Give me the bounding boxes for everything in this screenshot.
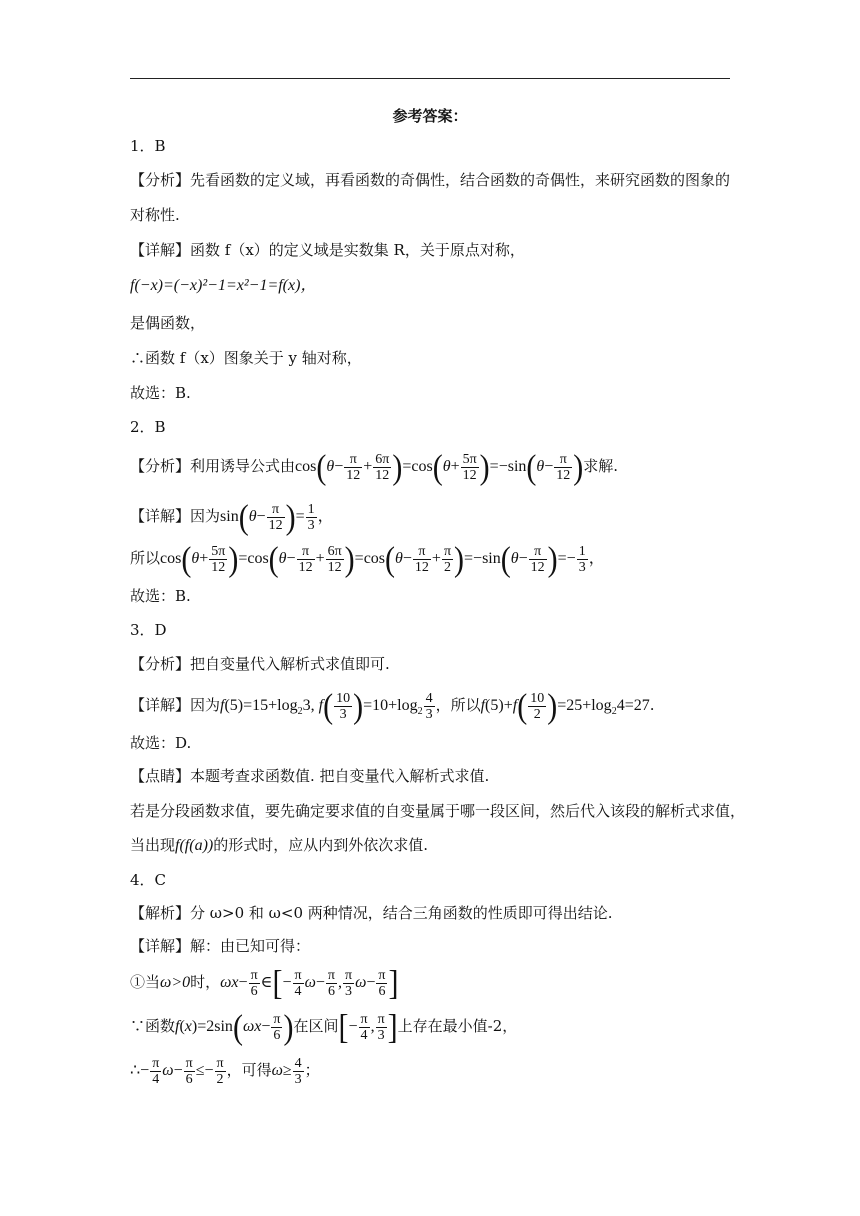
q4-case1-formula: ωx− $\frac{\pi}{6}$ ∈[− $\frac{\pi}{4}$ ω− $\frac{\pi}{6}$ , $\frac{\pi}{3}$ ω− $\frac{\pi}{6}$ ] bbox=[220, 963, 399, 1002]
q4-detail: 【详解】解：由已知可得： bbox=[130, 937, 311, 955]
page-title: 参考答案： bbox=[392, 107, 468, 125]
q2-analysis-formula: cos(θ− $\frac{\pi}{12}$ + $\frac{6\pi}{12}$ )=cos(θ+ $\frac{5\pi}{12}$ )=−sin(θ− $\frac{\pi}{12}$ ) bbox=[295, 447, 584, 486]
q2-analysis: 【分析】利用诱导公式由cos(θ− $\frac{\pi}{12}$ + $\frac{6\pi}{12}$ )=cos(θ+ $\frac{5\pi}{12}$ )=−sin(θ− $\frac{\pi}{12}$ )求解. bbox=[130, 447, 619, 486]
q1-choice: 故选：B. bbox=[130, 384, 191, 402]
q1-formula: f(−x)=(−x)²−1=x²−1=f(x)， bbox=[130, 277, 317, 294]
q1-analysis-cont: 对称性. bbox=[130, 206, 180, 224]
q3-comment-3: 当出现f(f(a))的形式时，应从内到外依次求值. bbox=[130, 836, 428, 854]
q2-choice: 故选：B. bbox=[130, 587, 191, 605]
q4-hence-formula: ∴− $\frac{\pi}{4}$ ω− $\frac{\pi}{6}$ ≤− $\frac{\pi}{2}$ bbox=[130, 1056, 224, 1087]
q1-number: 1．B bbox=[130, 137, 166, 155]
q3-comment: 【点睛】本题考查求函数值. 把自变量代入解析式求值. bbox=[130, 767, 490, 785]
q2-so-formula: cos(θ+ $\frac{5\pi}{12}$ )=cos(θ− $\frac{\pi}{12}$ + $\frac{6\pi}{12}$ )=cos(θ− $\frac{\pi}{12}$ + $\frac{\pi}{2}$ )=−sin(θ− $\frac{\pi}{12}$ )=− $\frac{1}{3}$ ， bbox=[160, 539, 605, 578]
header-rule bbox=[130, 78, 730, 79]
q3-choice: 故选：D. bbox=[130, 734, 192, 752]
q1-detail: 【详解】函数 f（x）的定义域是实数集 R，关于原点对称， bbox=[130, 241, 525, 259]
q1-even: 是偶函数， bbox=[130, 314, 206, 332]
q1-therefore: ∴函数 f（x）图象关于 y 轴对称， bbox=[130, 349, 362, 367]
q4-hence: ∴− $\frac{\pi}{4}$ ω− $\frac{\pi}{6}$ ≤− $\frac{\pi}{2}$ ，可得ω≥ $\frac{4}{3}$ ； bbox=[130, 1056, 320, 1087]
q2-detail: 【详解】因为sin(θ− $\frac{\pi}{12}$ )= $\frac{1}{3}$ ， bbox=[130, 497, 334, 536]
q4-because: ∵函数f(x)=2sin(ωx− $\frac{\pi}{6}$ )在区间[− $\frac{\pi}{4}$ , $\frac{\pi}{3}$ ]上存在最小值-2， bbox=[130, 1007, 518, 1046]
q3-comment-2: 若是分段函数求值，要先确定要求值的自变量属于哪一段区间，然后代入该段的解析式求值， bbox=[130, 802, 746, 820]
q3-number: 3．D bbox=[130, 621, 167, 639]
q4-result-formula: ω≥ $\frac{4}{3}$ bbox=[271, 1056, 302, 1087]
q1-analysis: 【分析】先看函数的定义域，再看函数的奇偶性，结合函数的奇偶性，来研究函数的图象的 bbox=[130, 171, 731, 189]
q3-detail: 【详解】因为$f(5)=15+\log_23$, f( $\frac{10}{3}$ )$=10+\log_2$ $\frac{4}{3}$ ，所以f(5)+f( $\frac{10}{2}$ )$=25+\log_24=27$. bbox=[130, 686, 655, 725]
q4-case1: ①当ω>0时，ωx− $\frac{\pi}{6}$ ∈[− $\frac{\pi}{4}$ ω− $\frac{\pi}{6}$ , $\frac{\pi}{3}$ ω− $\frac{\pi}{6}$ ] bbox=[130, 963, 399, 1002]
q3-analysis: 【分析】把自变量代入解析式求值即可. bbox=[130, 655, 390, 673]
q2-detail-formula: sin(θ− $\frac{\pi}{12}$ )= $\frac{1}{3}$ ， bbox=[220, 497, 334, 536]
q4-analysis: 【解析】分 ω>0 和 ω<0 两种情况，结合三角函数的性质即可得出结论. bbox=[130, 904, 613, 922]
q3-result-formula: f(5)+f( $\frac{10}{2}$ )$=25+\log_24=27$ bbox=[480, 686, 650, 725]
q4-number: 4．C bbox=[130, 871, 167, 889]
q2-so: 所以cos(θ+ $\frac{5\pi}{12}$ )=cos(θ− $\frac{\pi}{12}$ + $\frac{6\pi}{12}$ )=cos(θ− $\frac{\pi}{12}$ + $\frac{\pi}{2}$ )=−sin(θ− $\frac{\pi}{12}$ )=− $\frac{1}{3}$ ， bbox=[130, 539, 605, 578]
q3-detail-formula: $f(5)=15+\log_23$, f( $\frac{10}{3}$ )$=10+\log_2$ $\frac{4}{3}$ bbox=[220, 686, 433, 725]
q2-number: 2．B bbox=[130, 418, 166, 436]
q4-interval-formula: [− $\frac{\pi}{4}$ , $\frac{\pi}{3}$ ] bbox=[338, 1007, 398, 1046]
q4-because-formula: f(x)=2sin(ωx− $\frac{\pi}{6}$ ) bbox=[175, 1007, 294, 1046]
